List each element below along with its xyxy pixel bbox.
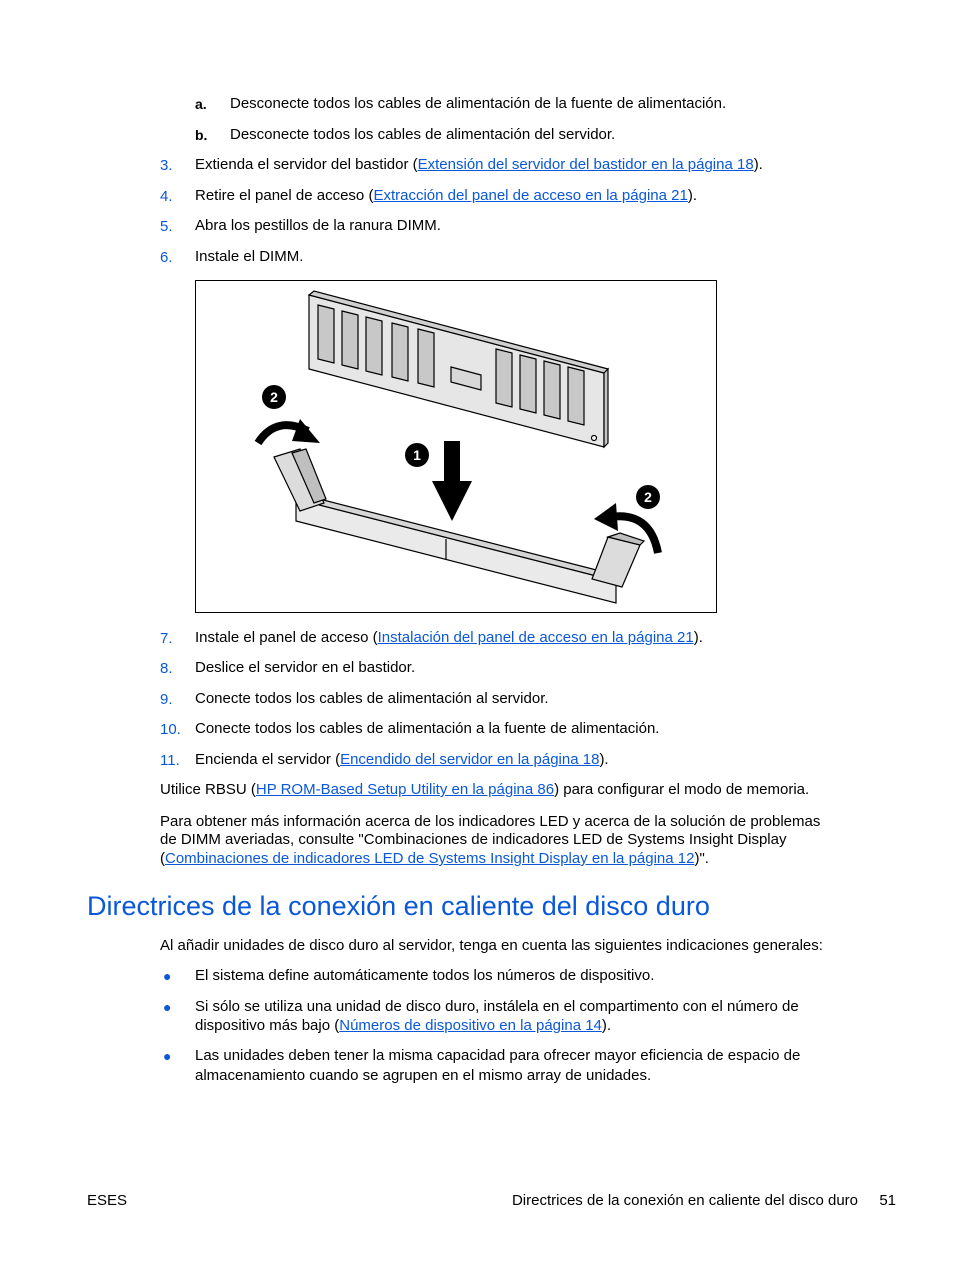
led-paragraph-line1: Para obtener más información acerca de los indicadores LED y acerca de la solución de problemas bbox=[160, 813, 821, 830]
bullet-3-line1: Las unidades deben tener la misma capacidad para ofrecer mayor eficiencia de espacio de bbox=[195, 1047, 801, 1064]
step-11 bbox=[195, 750, 609, 769]
callout-2-left-label: 2 bbox=[270, 389, 278, 405]
step-text-b: Desconecte todos los cables de alimentación del servidor. bbox=[230, 126, 616, 143]
step-9-text: Conecte todos los cables de alimentación al servidor. bbox=[195, 690, 549, 707]
link-extraccion-panel[interactable]: Extracción del panel de acceso en la página 21 bbox=[373, 187, 688, 204]
step-number-11: 11. bbox=[160, 752, 180, 769]
section-heading: Directrices de la conexión en caliente del disco duro bbox=[87, 891, 710, 921]
step-3-text: Extienda el servidor del bastidor ( bbox=[195, 156, 418, 173]
step-text-a: Desconecte todos los cables de alimentación de la fuente de alimentación. bbox=[230, 95, 727, 112]
step-3-close: ). bbox=[753, 156, 763, 173]
link-rbsu[interactable]: HP ROM-Based Setup Utility en la página 86 bbox=[255, 781, 555, 798]
step-3 bbox=[195, 155, 763, 174]
step-10-text: Conecte todos los cables de alimentación a la fuente de alimentación. bbox=[195, 720, 660, 737]
step-number-7: 7. bbox=[160, 630, 173, 647]
step-7-text: Instale el panel de acceso ( bbox=[195, 629, 378, 646]
bullet-2-line2 bbox=[195, 1016, 611, 1035]
led-open: ( bbox=[160, 850, 165, 867]
link-encendido-servidor[interactable]: Encendido del servidor en la página 18 bbox=[340, 751, 600, 768]
step-number-10: 10. bbox=[160, 721, 181, 738]
rbsu-paragraph bbox=[160, 780, 809, 799]
rbsu-text-end: ) para configurar el modo de memoria. bbox=[554, 781, 810, 798]
footer-title: Directrices de la conexión en caliente del disco duro bbox=[511, 1192, 858, 1209]
left-latch bbox=[274, 449, 326, 511]
step-11-text: Encienda el servidor ( bbox=[195, 751, 341, 768]
step-8-text: Deslice el servidor en el bastidor. bbox=[195, 659, 416, 676]
callout-2-left bbox=[262, 385, 286, 409]
link-numeros-dispositivo[interactable]: Números de dispositivo en la página 14 bbox=[339, 1017, 602, 1034]
step-4-close: ). bbox=[687, 187, 697, 204]
bullet-2-text: dispositivo más bajo ( bbox=[195, 1017, 340, 1034]
link-extension-servidor[interactable]: Extensión del servidor del bastidor en la página 18 bbox=[417, 156, 754, 173]
footer-page-number: 51 bbox=[879, 1192, 896, 1209]
callout-1 bbox=[405, 443, 429, 467]
step-6-text: Instale el DIMM. bbox=[195, 248, 304, 265]
step-marker-b: b. bbox=[195, 127, 208, 143]
footer-locale: ESES bbox=[87, 1192, 128, 1209]
callout-1-label: 1 bbox=[413, 447, 421, 463]
step-marker-a: a. bbox=[195, 96, 207, 112]
bullet-1-text: El sistema define automáticamente todos los números de dispositivo. bbox=[195, 967, 655, 984]
step-5-text: Abra los pestillos de la ranura DIMM. bbox=[195, 217, 441, 234]
step-number-3: 3. bbox=[160, 157, 173, 174]
bullet-2-close: ). bbox=[601, 1017, 612, 1034]
step-number-4: 4. bbox=[160, 188, 173, 205]
dimm-install-figure bbox=[195, 280, 717, 613]
step-7 bbox=[195, 628, 703, 647]
led-paragraph-line2: de DIMM averiadas, consulte "Combinaciones de indicadores LED de Systems Insight Display bbox=[160, 831, 787, 848]
step-number-6: 6. bbox=[160, 249, 173, 266]
link-combinaciones-led[interactable]: Combinaciones de indicadores LED de Systems Insight Display en la página 12 bbox=[165, 850, 695, 867]
step-11-close: ). bbox=[599, 751, 609, 768]
bullet-icon: ● bbox=[163, 1048, 172, 1064]
step-number-8: 8. bbox=[160, 660, 173, 677]
callout-2-right-label: 2 bbox=[644, 489, 652, 505]
rbsu-text: Utilice RBSU ( bbox=[160, 781, 256, 798]
link-instalacion-panel[interactable]: Instalación del panel de acceso en la página 21 bbox=[377, 629, 694, 646]
led-close: )". bbox=[694, 850, 709, 867]
step-4-text: Retire el panel de acceso ( bbox=[195, 187, 374, 204]
step-4 bbox=[195, 186, 697, 205]
bullet-icon: ● bbox=[163, 968, 172, 984]
insert-arrow-icon bbox=[432, 441, 472, 521]
step-7-close: ). bbox=[693, 629, 703, 646]
right-latch bbox=[592, 533, 644, 587]
section-intro: Al añadir unidades de disco duro al servidor, tenga en cuenta las siguientes indicaciones generales: bbox=[160, 937, 823, 954]
led-paragraph-line3 bbox=[160, 849, 709, 868]
rotate-arrow-right-head bbox=[594, 503, 618, 531]
bullet-icon: ● bbox=[163, 999, 172, 1015]
dimm-illustration bbox=[196, 281, 716, 612]
bullet-3-line2: almacenamiento cuando se agrupen en el mismo array de unidades. bbox=[195, 1067, 652, 1084]
step-number-9: 9. bbox=[160, 691, 173, 708]
dimm-module bbox=[309, 291, 608, 447]
callout-2-right bbox=[636, 485, 660, 509]
bullet-2-line1: Si sólo se utiliza una unidad de disco duro, instálela en el compartimento con el número de bbox=[195, 998, 799, 1015]
step-number-5: 5. bbox=[160, 218, 173, 235]
